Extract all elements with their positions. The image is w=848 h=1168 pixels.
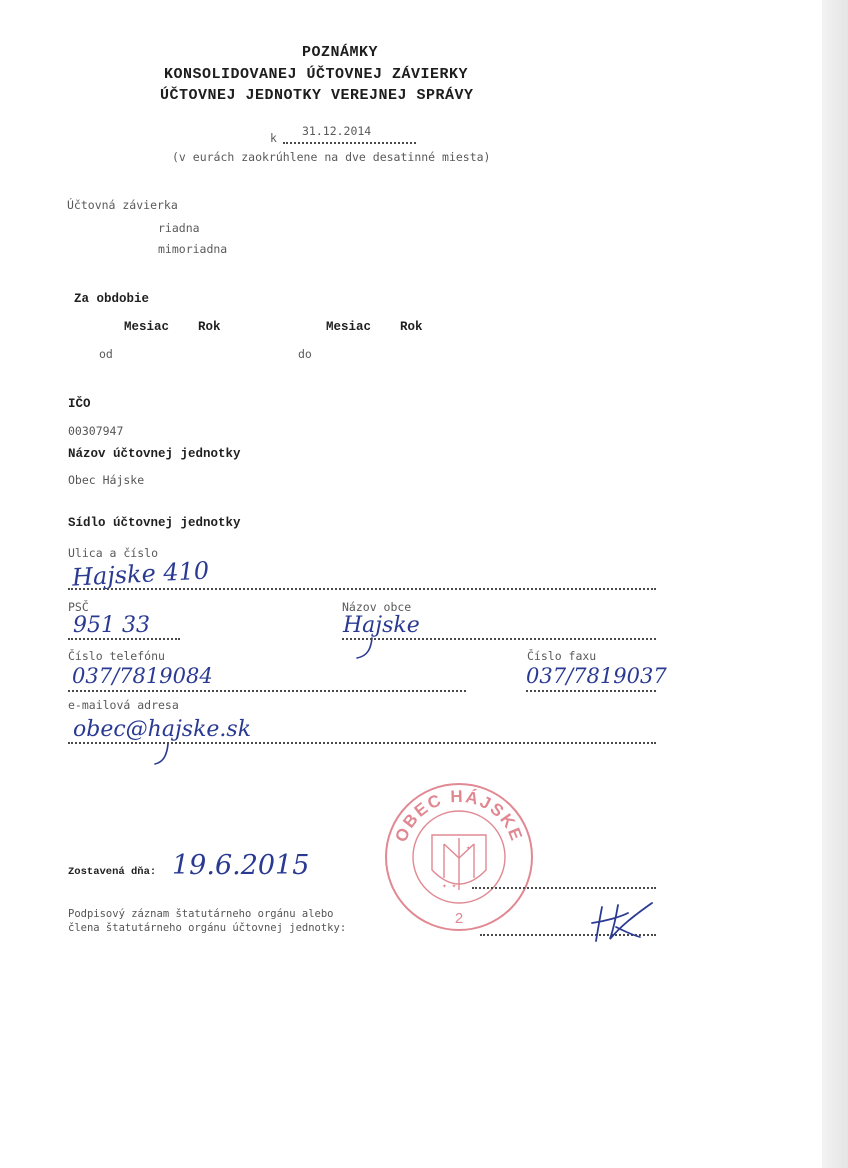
obdobie-rok-do: Rok [400, 320, 423, 334]
sidlo-label: Sídlo účtovnej jednotky [68, 516, 241, 530]
title-line-1: POZNÁMKY [302, 44, 379, 61]
title-line-3: ÚČTOVNEJ JEDNOTKY VEREJNEJ SPRÁVY [160, 87, 474, 104]
obdobie-do: do [298, 347, 312, 361]
ulica-label: Ulica a číslo [68, 546, 159, 560]
ulica-handwritten: Hajske 410 [71, 556, 210, 592]
ico-value: 00307947 [68, 424, 124, 438]
svg-text:✦ ✦: ✦ ✦ [442, 881, 457, 890]
email-dotted-line [68, 742, 656, 744]
ulica-dotted-line [68, 588, 656, 590]
telefon-label: Číslo telefónu [68, 649, 165, 663]
psc-dotted-line [68, 638, 180, 640]
obdobie-mesiac-od: Mesiac [124, 320, 170, 334]
fax-dotted-line [526, 690, 656, 692]
zavierka-label: Účtovná závierka [67, 198, 178, 212]
svg-text:2: 2 [454, 910, 464, 927]
podpis-line-1: Podpisový záznam štatutárneho orgánu alebo [68, 908, 334, 920]
obdobie-mesiac-do: Mesiac [326, 320, 372, 334]
nazov-label: Názov účtovnej jednotky [68, 447, 241, 461]
zostavena-label: Zostavená dňa: [68, 866, 157, 878]
obdobie-rok-od: Rok [198, 320, 221, 334]
page-edge-shadow [822, 0, 848, 1168]
svg-text:✦: ✦ [466, 843, 471, 852]
zavierka-riadna: riadna [158, 221, 200, 235]
svg-text:OBEC HÁJSKE: OBEC HÁJSKE [391, 786, 527, 845]
date-dotted-line [283, 142, 416, 144]
obdobie-od: od [99, 347, 113, 361]
title-line-2: KONSOLIDOVANEJ ÚČTOVNEJ ZÁVIERKY [164, 66, 469, 83]
nazov-value: Obec Hájske [68, 473, 145, 487]
ico-label: IČO [68, 397, 91, 411]
email-label: e-mailová adresa [68, 698, 179, 712]
handwritten-signature [588, 897, 658, 945]
podpis-line-2: člena štatutárneho orgánu účtovnej jednotky: [68, 922, 347, 934]
fax-handwritten: 037/7819037 [526, 664, 667, 688]
zostavena-dotted-line [472, 887, 656, 889]
telefon-dotted-line [68, 690, 466, 692]
psc-handwritten: 951 33 [73, 613, 150, 638]
email-handwritten-tail [152, 742, 176, 768]
obec-label: Názov obce [342, 600, 412, 614]
obec-dotted-line [342, 638, 656, 640]
obdobie-label: Za obdobie [74, 292, 150, 306]
units-note: (v eurách zaokrúhlene na dve desatinné miesta) [172, 150, 491, 164]
official-stamp [382, 780, 536, 934]
date-prefix: k [270, 131, 277, 145]
telefon-handwritten: 037/7819084 [72, 664, 213, 688]
email-handwritten: obec@hajske.sk [73, 717, 252, 742]
obec-handwritten: Hajske [343, 613, 420, 638]
zavierka-mimoriadna: mimoriadna [158, 242, 228, 256]
zostavena-handwritten-date: 19.6.2015 [172, 850, 310, 881]
fax-label: Číslo faxu [527, 649, 597, 663]
date-value: 31.12.2014 [302, 124, 372, 138]
psc-label: PSČ [68, 600, 89, 614]
